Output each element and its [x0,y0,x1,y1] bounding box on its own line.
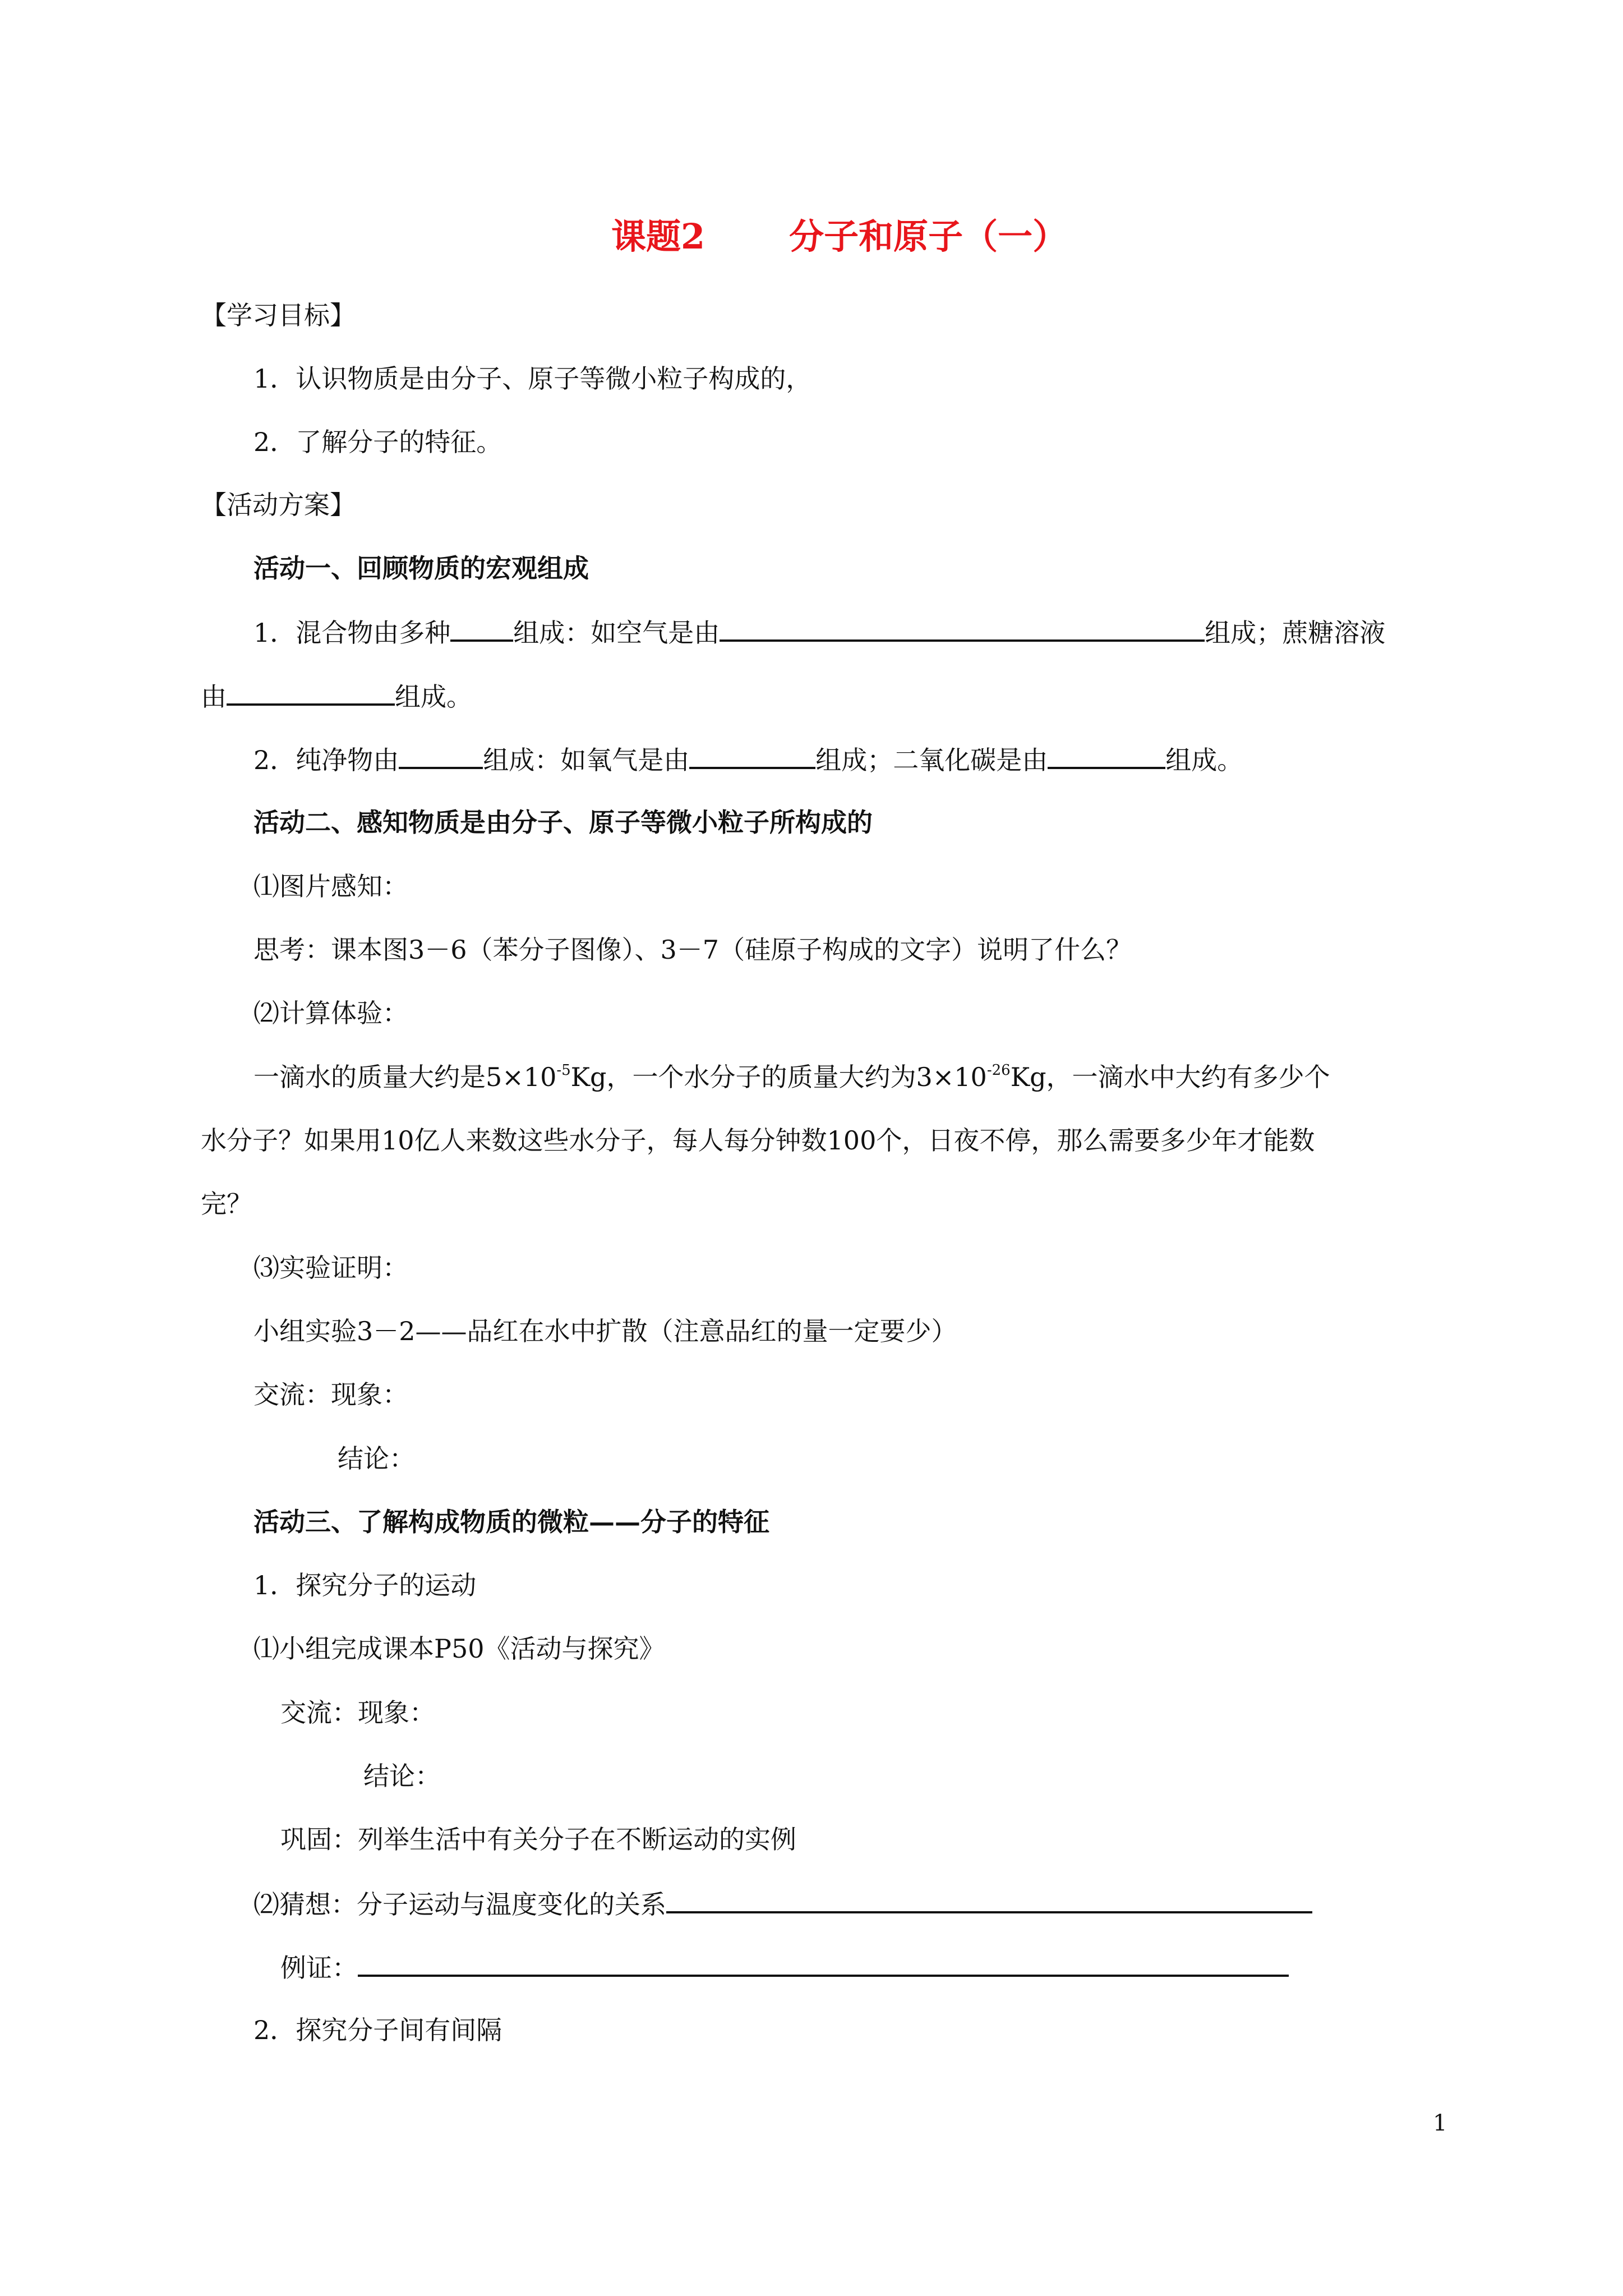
calc-line-2: 水分子？如果用10亿人来数这些水分子，每人每分钟数100个，日夜不停，那么需要多少年才能数 [201,1125,1315,1156]
activity1-question1-line1 [253,615,1385,650]
calc-exponent-1: -5 [556,1062,571,1079]
calc-exponent-2: -26 [986,1062,1011,1079]
objective-item-1: 1．认识物质是由分子、原子等微小粒子构成的， [253,364,812,394]
q2-blank-1[interactable] [399,742,483,769]
activity2-step3: ⑶实验证明： [253,1253,408,1283]
q2-text-b: 组成：如氧气是由 [483,745,690,775]
q1-blank-1[interactable] [450,615,513,642]
example-blank[interactable] [358,1950,1289,1977]
calc-text-a: 一滴水的质量大约是5×10 [253,1062,557,1092]
example-text: 例证： [280,1953,358,1983]
activity1-question1-line2 [201,679,472,714]
q2-text-d: 组成。 [1165,745,1243,775]
activity1-question2 [253,742,1243,777]
q1-text-e: 组成。 [395,682,472,712]
activity2-conclusion: 结论： [338,1443,415,1474]
calc-text-c: Kg，一滴水中大约有多少个 [1010,1062,1330,1092]
activity3-exchange: 交流：现象： [280,1697,435,1728]
calc-line-3: 完？ [201,1189,252,1219]
title-lesson-number: 课题2 [611,216,706,257]
objective-item-2: 2．了解分子的特征。 [253,427,502,457]
calc-text-b: Kg，一个水分子的质量大约为3×10 [570,1062,987,1092]
activity3-step1: ⑴小组完成课本P50《活动与探究》 [253,1634,665,1664]
page-number: 1 [1433,2110,1447,2136]
objectives-heading: 【学习目标】 [201,300,356,330]
q1-text-b: 组成：如空气是由 [513,618,720,648]
activity2-step1: ⑴图片感知： [253,871,408,901]
guess-text: ⑵猜想：分子运动与温度变化的关系 [253,1889,666,1920]
q1-text-c: 组成；蔗糖溶液 [1205,618,1386,648]
q1-text-a: 1．混合物由多种 [253,618,451,648]
q2-text-c: 组成；二氧化碳是由 [815,745,1048,775]
activity2-step2: ⑵计算体验： [253,998,408,1028]
activity3-part1: 1．探究分子的运动 [253,1570,477,1600]
guess-blank[interactable] [666,1887,1312,1913]
activity3-consolidate: 巩固：列举生活中有关分子在不断运动的实例 [280,1824,796,1855]
title-topic: 分子和原子（一） [789,216,1068,257]
activity3-part2: 2．探究分子间有间隔 [253,2015,502,2045]
activity1-heading: 活动一、回顾物质的宏观组成 [253,553,589,583]
activity3-conclusion: 结论： [363,1761,441,1791]
activity2-exchange: 交流：现象： [253,1379,408,1410]
q1-text-d: 由 [201,682,227,712]
activity2-think: 思考：课本图3－6（苯分子图像）、3－7（硅原子构成的文字）说明了什么？ [253,935,1132,965]
page-title [611,209,1067,259]
activity3-step2 [253,1887,1312,1921]
q2-blank-3[interactable] [1048,742,1165,769]
activity2-heading: 活动二、感知物质是由分子、原子等微小粒子所构成的 [253,807,873,838]
activity3-example [280,1950,1289,1985]
q2-text-a: 2．纯净物由 [253,745,399,775]
calc-line-1 [253,1060,1330,1094]
q1-blank-2[interactable] [720,615,1205,642]
q1-blank-3[interactable] [227,679,395,706]
q2-blank-2[interactable] [689,742,815,769]
activity2-experiment: 小组实验3－2——品红在水中扩散（注意品红的量一定要少） [253,1316,957,1346]
plan-heading: 【活动方案】 [201,490,356,520]
activity3-heading: 活动三、了解构成物质的微粒——分子的特征 [253,1507,769,1537]
